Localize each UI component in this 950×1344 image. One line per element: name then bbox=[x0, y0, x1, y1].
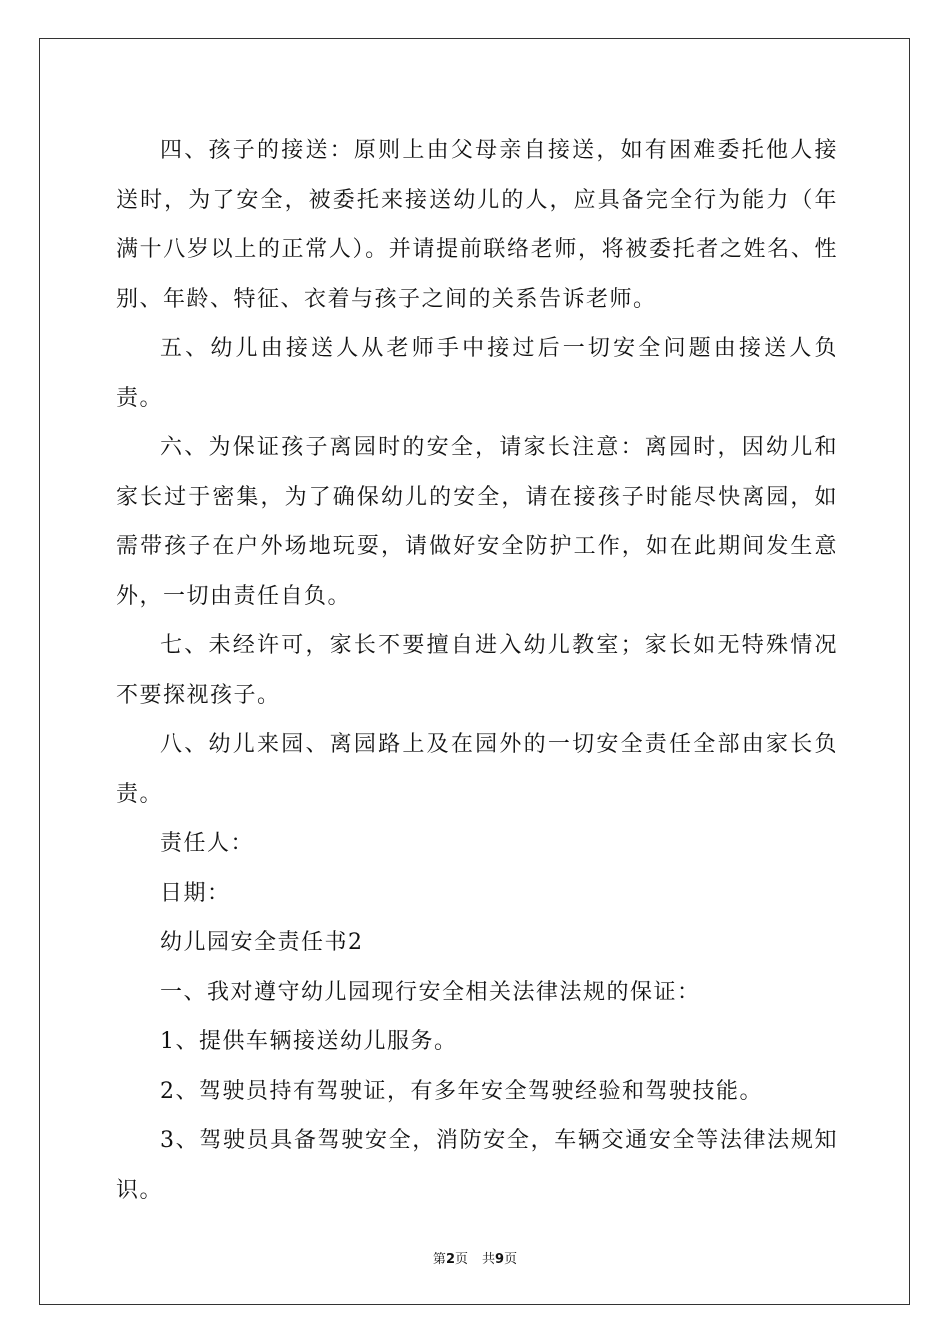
responsible-person-label: 责任人： bbox=[160, 831, 255, 856]
list-item-vehicle-service: 1、提供车辆接送幼儿服务。 bbox=[160, 1029, 458, 1054]
total-page-number: 9 bbox=[495, 1252, 505, 1267]
page-suffix: 页 bbox=[454, 1252, 468, 1267]
paragraph-route-responsibility: 八、幼儿来园、离园路上及在园外的一切安全责任全部由家长负责。 bbox=[116, 732, 838, 807]
page-footer bbox=[0, 1248, 950, 1267]
paragraph-pickup-responsibility: 五、幼儿由接送人从老师手中接过后一切安全问题由接送人负责。 bbox=[116, 336, 838, 411]
total-prefix: 共 bbox=[482, 1252, 496, 1267]
list-item-driver-knowledge: 3、驾驶员具备驾驶安全，消防安全，车辆交通安全等法律法规知识。 bbox=[116, 1128, 838, 1203]
list-item-driver-license: 2、驾驶员持有驾驶证，有多年安全驾驶经验和驾驶技能。 bbox=[160, 1078, 763, 1104]
paragraph-departure-safety: 六、为保证孩子离园时的安全，请家长注意：离园时，因幼儿和家长过于密集，为了确保幼儿的安全，请在接孩子时能尽快离园，如需带孩子在户外场地玩耍，请做好安全防护工作，如在此期间发生意外，一切由责任自负。 bbox=[116, 435, 838, 609]
current-page-number: 2 bbox=[445, 1252, 455, 1267]
date-label: 日期： bbox=[160, 880, 231, 906]
paragraph-law-guarantee: 一、我对遵守幼儿园现行安全相关法律法规的保证： bbox=[160, 979, 701, 1005]
section-title: 幼儿园安全责任书2 bbox=[160, 930, 364, 955]
paragraph-classroom-entry: 七、未经许可，家长不要擅自进入幼儿教室；家长如无特殊情况不要探视孩子。 bbox=[116, 633, 838, 708]
paragraph-pickup-rules: 四、孩子的接送：原则上由父母亲自接送，如有困难委托他人接送时，为了安全，被委托来接送幼儿的人，应具备完全行为能力（年满十八岁以上的正常人）。并请提前联络老师，将被委托者之姓名、性别、年龄、特征、衣着与孩子之间的关系告诉老师。 bbox=[116, 138, 838, 312]
total-suffix: 页 bbox=[504, 1252, 518, 1267]
page-prefix: 第 bbox=[432, 1252, 446, 1267]
document-body bbox=[116, 126, 838, 1215]
